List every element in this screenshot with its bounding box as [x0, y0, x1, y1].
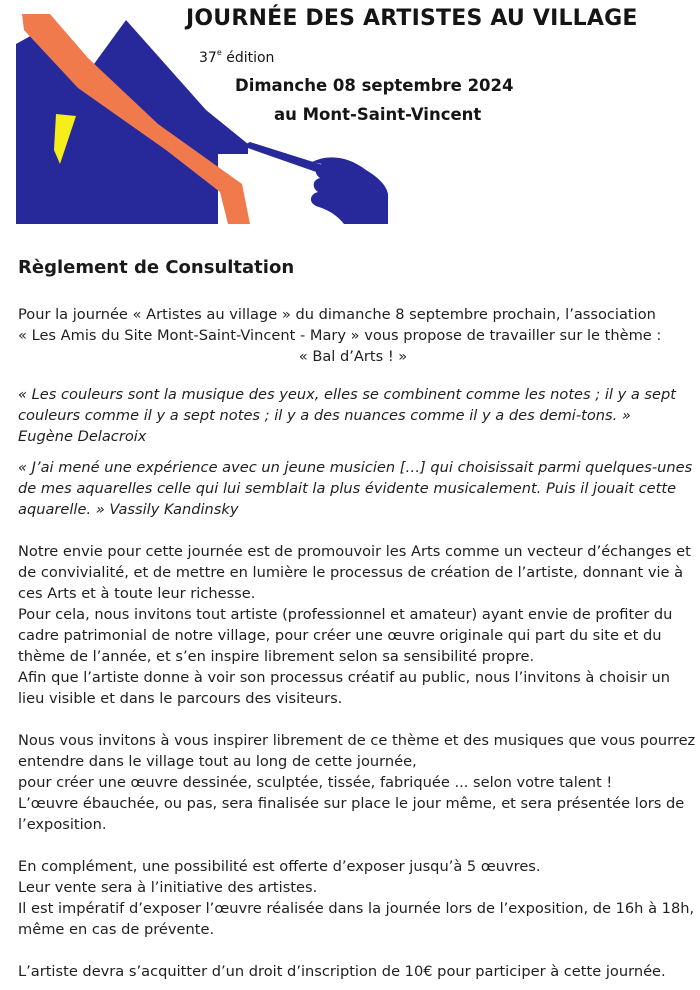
event-title: JOURNÉE DES ARTISTES AU VILLAGE	[186, 6, 638, 31]
pencil-shape	[242, 142, 326, 174]
regulation-body	[18, 256, 696, 982]
quote-line: couleurs comme il y a sept notes ; il y a des nuances comme il y a des demi-tons. »	[18, 407, 631, 424]
text-line: Nous vous invitons à vous inspirer librement de ce thème et des musiques que vous pourrez	[18, 732, 696, 749]
edition-word: édition	[221, 50, 275, 66]
text-line: de convivialité, et de mettre en lumière le processus de création de l’artiste, donnant vie à	[18, 564, 684, 581]
paragraph-intent	[18, 541, 691, 709]
text-line: même en cas de prévente.	[18, 921, 215, 938]
quote-line: de mes aquarelles celle qui lui semblait la plus évidente musicalement. Puis il jouait cette	[18, 480, 677, 497]
text-line: Afin que l’artiste donne à voir son processus créatif au public, nous l’invitons à choisir un	[18, 669, 671, 686]
intro-paragraph	[18, 304, 688, 367]
text-line: ces Arts et à toute leur richesse.	[18, 585, 256, 602]
text-line: L’artiste devra s’acquitter d’un droit d’inscription de 10€ pour participer à cette journée.	[18, 963, 666, 980]
text-line: lieu visible et dans le parcours des visiteurs.	[18, 690, 343, 707]
intro-line: Pour la journée « Artistes au village » du dimanche 8 septembre prochain, l’association	[18, 306, 656, 323]
text-line: Pour cela, nous invitons tout artiste (professionnel et amateur) ayant envie de profiter du	[18, 606, 673, 623]
text-line: Il est impératif d’exposer l’œuvre réalisée dans la journée lors de l’exposition, de 16h à 18h,	[18, 900, 695, 917]
edition-suffix: e	[216, 48, 222, 57]
quote-kandinsky	[18, 457, 693, 520]
theme-line: « Bal d’Arts ! »	[298, 348, 408, 365]
hand-shape	[311, 157, 388, 224]
text-line: l’exposition.	[18, 816, 107, 833]
edition-label	[199, 48, 274, 66]
paragraph-invitation	[18, 730, 696, 835]
quote-line: « J’ai mené une expérience avec un jeune musicien […] qui choisissait parmi quelques-unes	[18, 459, 693, 476]
text-line: pour créer une œuvre dessinée, sculptée, tissée, fabriquée ... selon votre talent !	[18, 774, 613, 791]
text-line: entendre dans le village tout au long de cette journée,	[18, 753, 417, 770]
text-line: En complément, une possibilité est offerte d’exposer jusqu’à 5 œuvres.	[18, 858, 541, 875]
quote-line: « Les couleurs sont la musique des yeux, elles se combinent comme les notes ; il y a sept	[18, 386, 677, 403]
paragraph-fee	[18, 961, 688, 982]
quote-delacroix	[18, 384, 688, 447]
text-line: L’œuvre ébauchée, ou pas, sera finalisée sur place le jour même, et sera présentée lors de	[18, 795, 685, 812]
edition-number: 37	[199, 50, 217, 66]
intro-line: « Les Amis du Site Mont-Saint-Vincent - Mary » vous propose de travailler sur le thème :	[18, 327, 662, 344]
event-header	[0, 0, 700, 232]
event-place: au Mont-Saint-Vincent	[274, 105, 482, 124]
quote-line: aquarelle. » Vassily Kandinsky	[18, 501, 239, 518]
paragraph-exhibition	[18, 856, 695, 940]
event-date: Dimanche 08 septembre 2024	[235, 76, 514, 95]
text-line: thème de l’année, et s’en inspire librement selon sa sensibilité propre.	[18, 648, 535, 665]
page-title: Règlement de Consultation	[18, 257, 295, 278]
text-line: Leur vente sera à l’initiative des artistes.	[18, 879, 318, 896]
text-line: Notre envie pour cette journée est de promouvoir les Arts comme un vecteur d’échanges et	[18, 543, 691, 560]
quote-author: Eugène Delacroix	[18, 428, 147, 445]
text-line: cadre patrimonial de notre village, pour créer une œuvre originale qui part du site et du	[18, 627, 662, 644]
